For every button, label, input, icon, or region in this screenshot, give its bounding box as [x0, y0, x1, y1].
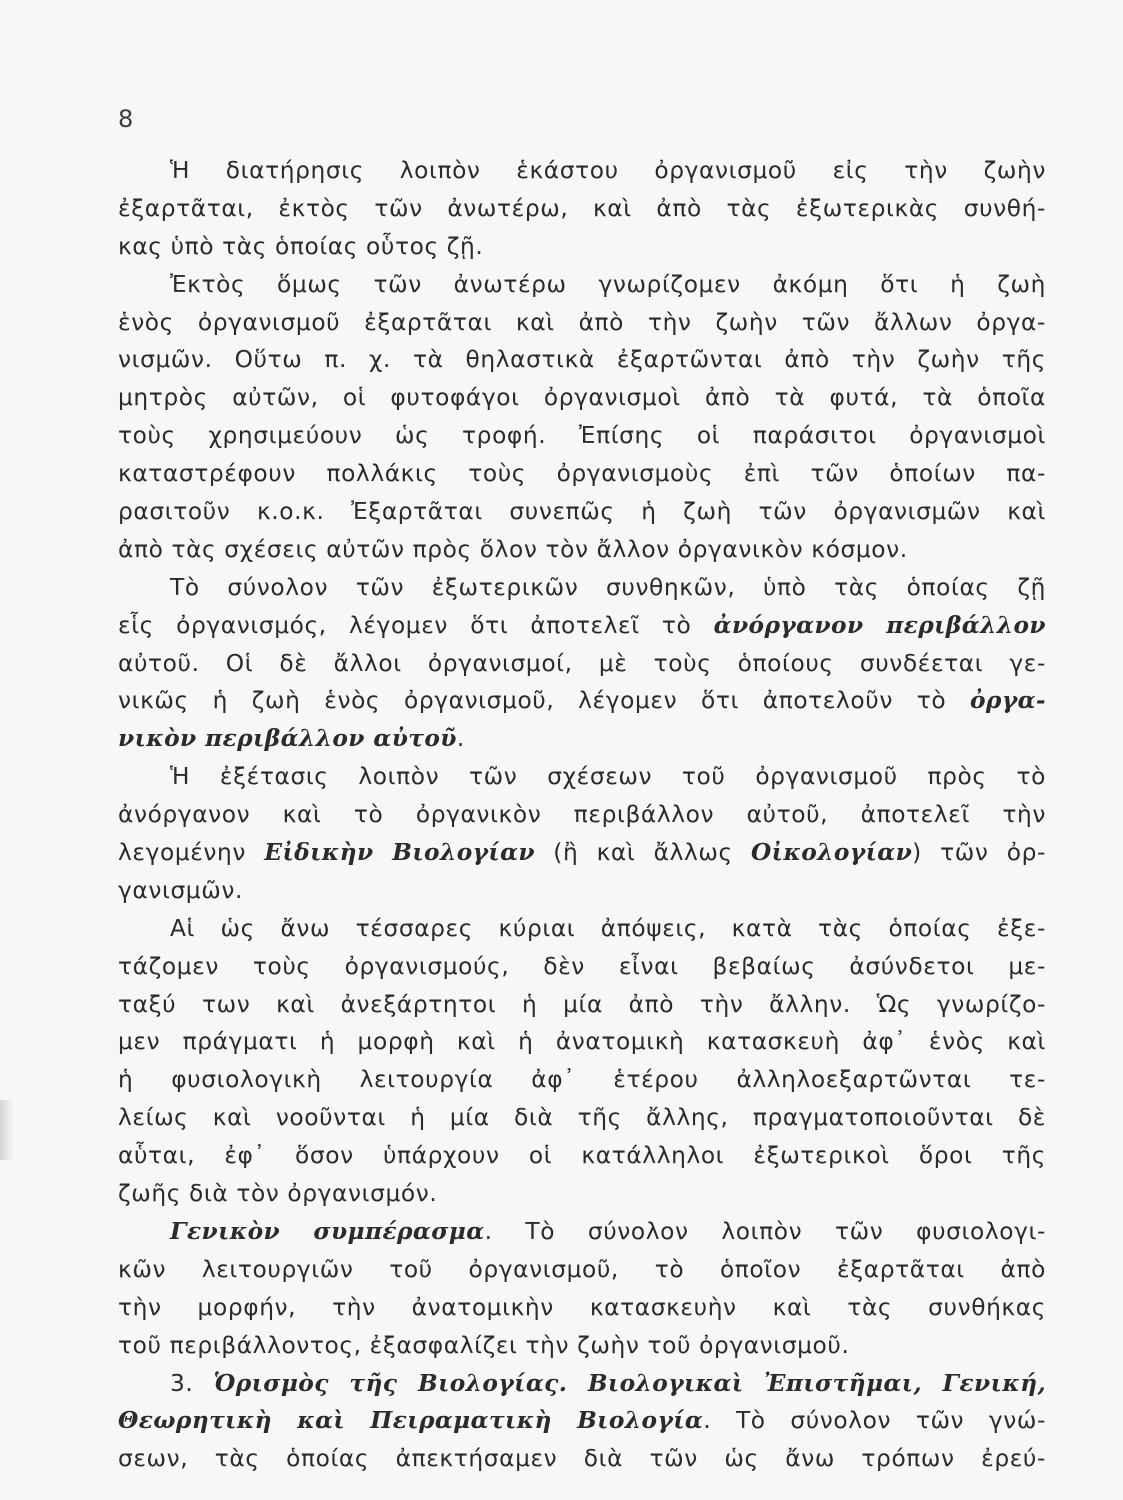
text-segment: καταστρέφουν πολλάκις τοὺς ὀργανισμοὺς ἐπὶ τῶν ὁποίων πα- — [118, 460, 1046, 488]
emphasized-term: Ὁρισμὸς τῆς Βιολογίας. Βιολογικαὶ Ἐπιστῆμαι, Γενική, — [213, 1369, 1046, 1397]
text-segment: . — [456, 725, 465, 753]
text-segment: σεων, τὰς ὁποίας ἀπεκτήσαμεν διὰ τῶν ὡς ἄνω τρόπων ἐρεύ- — [118, 1445, 1046, 1473]
text-line — [118, 682, 1046, 720]
text-segment: ) τῶν ὀρ- — [912, 839, 1046, 867]
emphasized-term: Οἰκολογίαν — [750, 839, 913, 867]
text-segment: ταξύ των καὶ ἀνεξάρτητοι ἡ μία ἀπὸ τὴν ἄλλην. Ὡς γνωρίζο- — [118, 990, 1046, 1018]
text-line — [118, 304, 1046, 342]
emphasized-term: ὀργα- — [969, 687, 1046, 715]
text-line — [118, 1061, 1046, 1099]
text-segment: . Τὸ σύνολον τῶν γνώ- — [703, 1407, 1046, 1435]
text-segment: ρασιτοῦν κ.ο.κ. Ἐξαρτᾶται συνεπῶς ἡ ζωὴ τῶν ὀργανισμῶν καὶ — [118, 498, 1046, 526]
text-line — [118, 152, 1046, 190]
text-segment: ἀνόργανον καὶ τὸ ὀργανικὸν περιβάλλον αὐτοῦ, ἀποτελεῖ τὴν — [118, 801, 1046, 829]
text-line — [118, 834, 1046, 872]
emphasized-term: ἀνόργανον περιβάλλον — [713, 611, 1046, 639]
page-number: 8 — [118, 105, 134, 133]
text-segment: 3. — [170, 1369, 214, 1397]
text-line — [118, 228, 1046, 266]
text-line — [118, 1213, 1046, 1251]
text-segment: ἐξαρτᾶται, ἐκτὸς τῶν ἀνωτέρω, καὶ ἀπὸ τὰς ἐξωτερικὰς συνθή- — [118, 194, 1046, 222]
text-line — [118, 645, 1046, 683]
text-line — [118, 1327, 1046, 1365]
text-segment: Ἡ ἐξέτασις λοιπὸν τῶν σχέσεων τοῦ ὀργανισμοῦ πρὸς τὸ — [170, 763, 1046, 791]
text-segment: λεγομένην — [118, 839, 265, 867]
text-segment: μεν πράγματι ἡ μορφὴ καὶ ἡ ἀνατομικὴ κατασκευὴ ἀφ᾿ ἑνὸς καὶ — [118, 1028, 1046, 1056]
text-line — [118, 758, 1046, 796]
text-segment: Ἐκτὸς ὅμως τῶν ἀνωτέρω γνωρίζομεν ἀκόμη ὅτι ἡ ζωὴ — [170, 270, 1046, 298]
text-segment: νισμῶν. Οὕτω π. χ. τὰ θηλαστικὰ ἐξαρτῶνται ἀπὸ τὴν ζωὴν τῆς — [118, 346, 1046, 374]
emphasized-term: Εἰδικὴν Βιολογίαν — [264, 839, 535, 867]
text-line — [118, 986, 1046, 1024]
text-line — [118, 1175, 1046, 1213]
text-line — [118, 266, 1046, 304]
text-line — [118, 607, 1046, 645]
text-line — [118, 948, 1046, 986]
text-line — [118, 910, 1046, 948]
text-segment: αὗται, ἐφ᾿ ὅσον ὑπάρχουν οἱ κατάλληλοι ἐξωτερικοὶ ὅροι τῆς — [118, 1142, 1046, 1170]
text-line — [118, 1251, 1046, 1289]
text-line — [118, 379, 1046, 417]
text-segment: ἀπὸ τὰς σχέσεις αὐτῶν πρὸς ὅλον τὸν ἄλλον ὀργανικὸν κόσμον. — [118, 535, 908, 563]
text-segment: ζωῆς διὰ τὸν ὀργανισμόν. — [118, 1180, 438, 1208]
text-line — [118, 1402, 1046, 1440]
text-segment: Τὸ σύνολον τῶν ἐξωτερικῶν συνθηκῶν, ὑπὸ τὰς ὁποίας ζῇ — [170, 573, 1046, 601]
text-line — [118, 796, 1046, 834]
body-text — [118, 152, 1046, 1478]
text-segment: εἷς ὀργανισμός, λέγομεν ὅτι ἀποτελεῖ τὸ — [118, 611, 714, 639]
text-line — [118, 1023, 1046, 1061]
text-segment: κῶν λειτουργιῶν τοῦ ὀργανισμοῦ, τὸ ὁποῖον ἐξαρτᾶται ἀπὸ — [118, 1255, 1046, 1283]
text-line — [118, 1289, 1046, 1327]
text-line — [118, 872, 1046, 910]
text-segment: μητρὸς αὐτῶν, οἱ φυτοφάγοι ὀργανισμοὶ ἀπὸ τὰ φυτά, τὰ ὁποῖα — [118, 384, 1046, 412]
text-segment: τοῦ περιβάλλοντος, ἐξασφαλίζει τὴν ζωὴν τοῦ ὀργανισμοῦ. — [118, 1331, 850, 1359]
text-line — [118, 1099, 1046, 1137]
text-segment: ἡ φυσιολογικὴ λειτουργία ἀφ᾿ ἑτέρου ἀλληλοεξαρτῶνται τε- — [118, 1066, 1046, 1094]
text-line — [118, 531, 1046, 569]
text-segment: τὴν μορφήν, τὴν ἀνατομικὴν κατασκευὴν καὶ τὰς συνθήκας — [118, 1293, 1046, 1321]
emphasized-term: Γενικὸν συμπέρασμα — [170, 1217, 485, 1245]
text-line — [118, 190, 1046, 228]
scan-edge-shadow — [0, 1100, 14, 1160]
text-segment: (ἢ καὶ ἄλλως — [535, 839, 751, 867]
text-line — [118, 1440, 1046, 1478]
text-line — [118, 417, 1046, 455]
text-line — [118, 455, 1046, 493]
text-segment: αὐτοῦ. Οἱ δὲ ἄλλοι ὀργανισμοί, μὲ τοὺς ὁποίους συνδέεται γε- — [118, 649, 1046, 677]
text-segment: Αἱ ὡς ἄνω τέσσαρες κύριαι ἀπόψεις, κατὰ τὰς ὁποίας ἐξε- — [170, 914, 1046, 942]
text-line — [118, 569, 1046, 607]
text-line — [118, 341, 1046, 379]
text-segment: νικῶς ἡ ζωὴ ἑνὸς ὀργανισμοῦ, λέγομεν ὅτι ἀποτελοῦν τὸ — [118, 687, 970, 715]
text-segment: γανισμῶν. — [118, 876, 243, 904]
text-segment: ἑνὸς ὀργανισμοῦ ἐξαρτᾶται καὶ ἀπὸ τὴν ζωὴν τῶν ἄλλων ὀργα- — [118, 308, 1046, 336]
text-segment: τάζομεν τοὺς ὀργανισμούς, δὲν εἶναι βεβαίως ἀσύνδετοι με- — [118, 952, 1046, 980]
text-segment: λείως καὶ νοοῦνται ἡ μία διὰ τῆς ἄλλης, πραγματοποιοῦνται δὲ — [118, 1104, 1046, 1132]
text-line — [118, 493, 1046, 531]
emphasized-term: Θεωρητικὴ καὶ Πειραματικὴ Βιολογία — [118, 1407, 704, 1435]
text-segment: τοὺς χρησιμεύουν ὡς τροφή. Ἐπίσης οἱ παράσιτοι ὀργανισμοὶ — [118, 422, 1046, 450]
text-segment: . Τὸ σύνολον λοιπὸν τῶν φυσιολογι- — [484, 1217, 1046, 1245]
text-segment: κας ὑπὸ τὰς ὁποίας οὗτος ζῇ. — [118, 232, 484, 260]
text-line — [118, 720, 1046, 758]
text-line — [118, 1137, 1046, 1175]
text-segment: Ἡ διατήρησις λοιπὸν ἑκάστου ὀργανισμοῦ εἰς τὴν ζωὴν — [170, 157, 1046, 184]
text-line — [118, 1365, 1046, 1403]
emphasized-term: νικὸν περιβάλλον αὐτοῦ — [118, 725, 457, 753]
